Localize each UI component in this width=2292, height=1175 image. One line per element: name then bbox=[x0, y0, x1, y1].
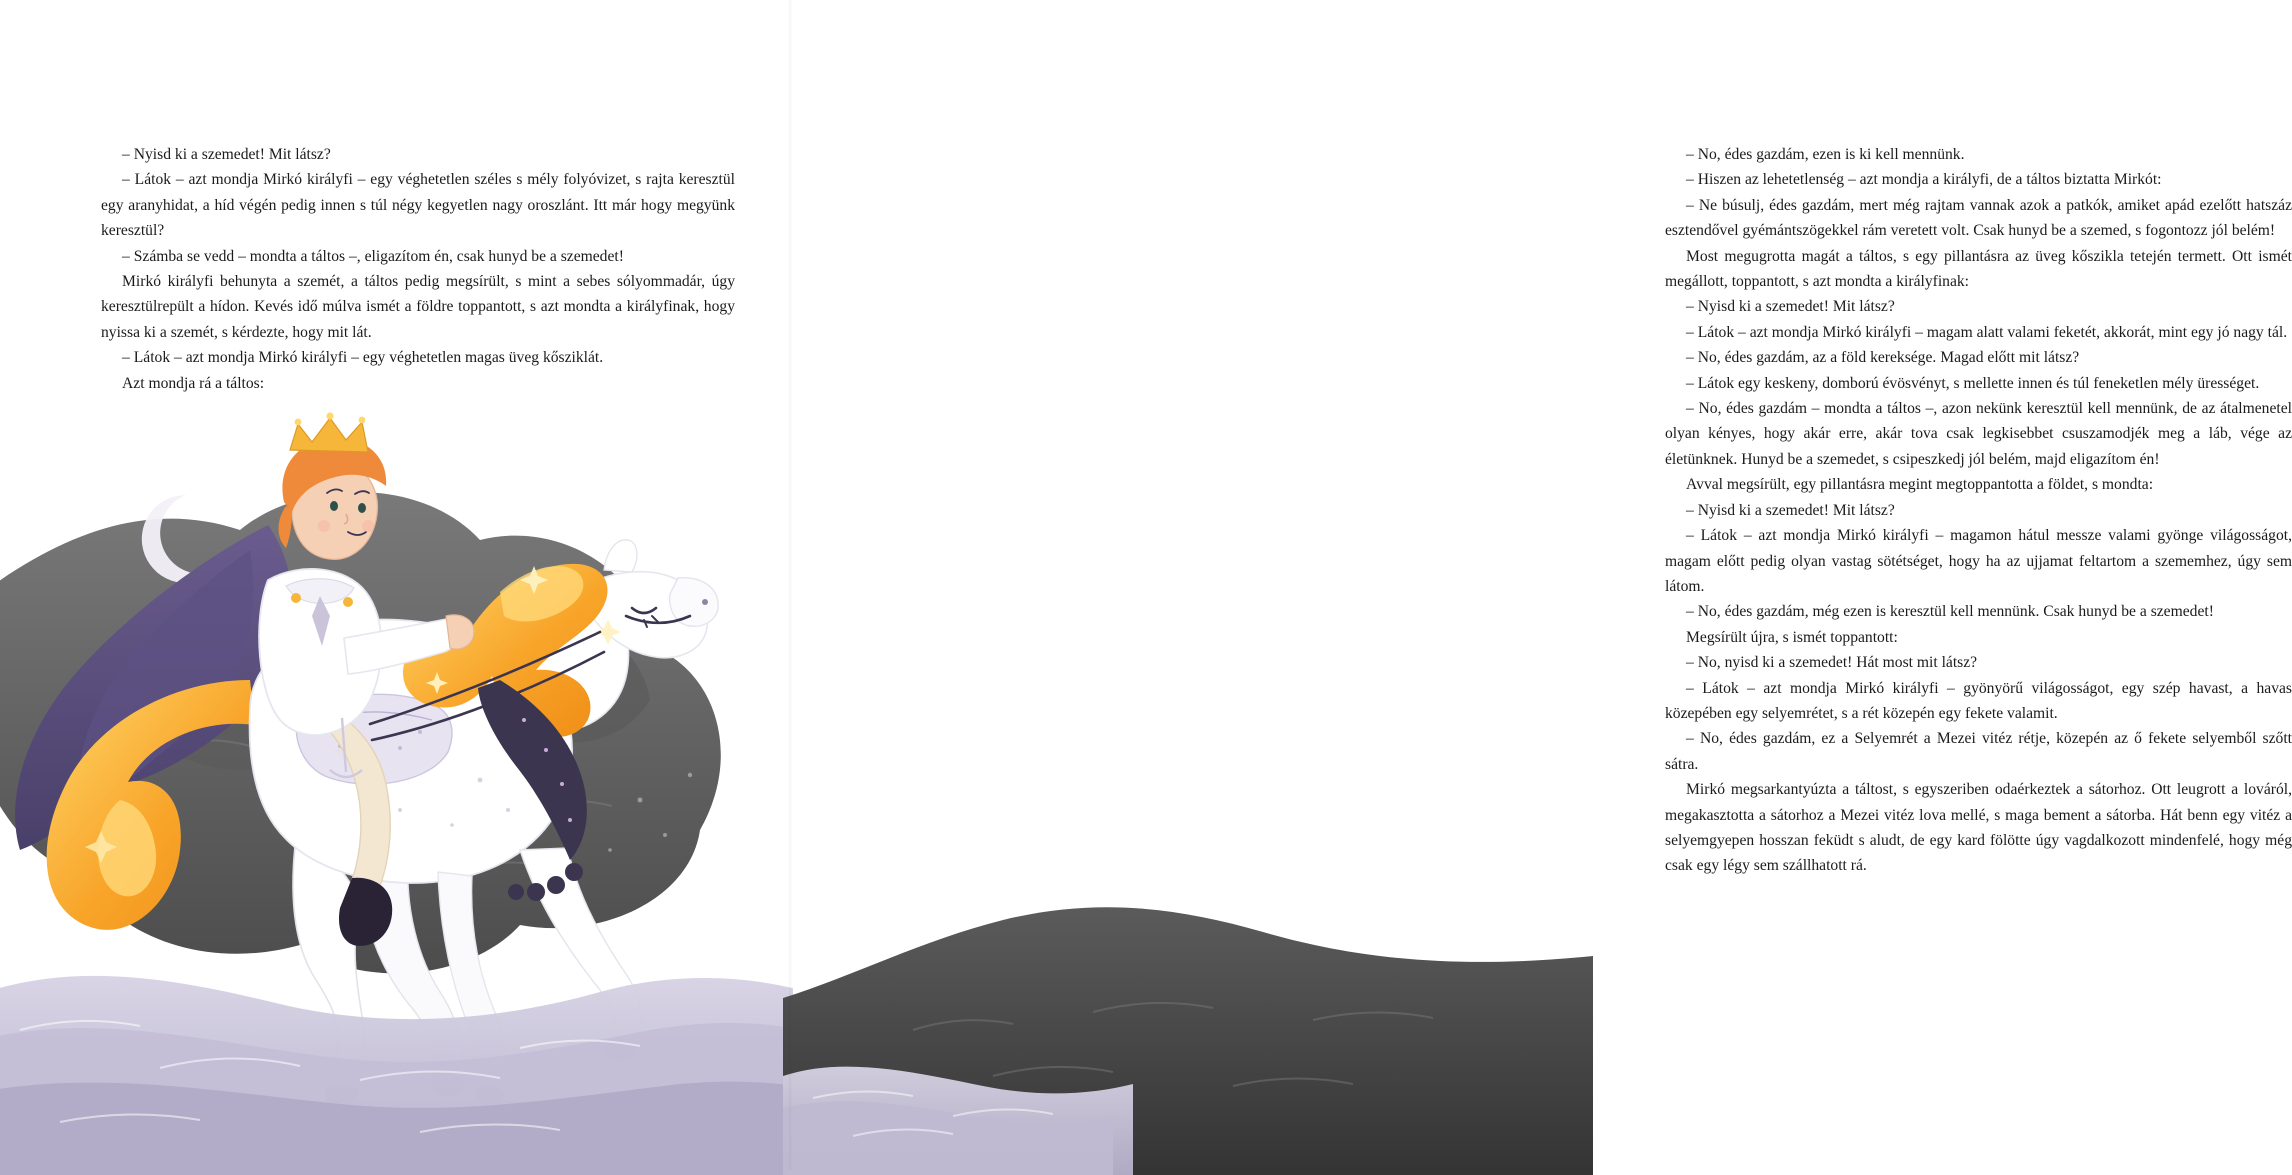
paragraph: – Látok – azt mondja Mirkó királyfi – magamon hátul messze valami gyönge világosságot, magam előtt pedig olyan vastag sötétséget, hogy ha az ujjamat feltartom a szememhez, úgy sem látom. bbox=[1665, 527, 2292, 595]
illustration-prince-on-horse bbox=[0, 380, 793, 1170]
paragraph: – Nyisd ki a szemedet! Mit látsz? bbox=[122, 146, 331, 163]
paragraph: – No, édes gazdám, még ezen is keresztül kell mennünk. Csak hunyd be a szemedet! bbox=[1686, 603, 2214, 621]
paragraph: – Látok – azt mondja Mirkó királyfi – magam alatt valami feketét, akkorát, mint egy jó nagy tál. bbox=[1686, 323, 2288, 341]
dark-hill-svg bbox=[793, 880, 1586, 1170]
paragraph: Megsírült újra, s ismét toppantott: bbox=[1686, 628, 1898, 646]
paragraph: – No, édes gazdám, az a föld kereksége. Magad előtt mit látsz? bbox=[1686, 349, 2080, 367]
paragraph: – Hiszen az lehetetlenség – azt mondja a királyfi, de a táltos biztatta Mirkót: bbox=[1686, 171, 2162, 189]
paragraph: – Ne búsulj, édes gazdám, mert még rajtam vannak azok a patkók, amiket apád ezelőtt hatszáz esztendővel gyémántszögekkel rám veretett volt. Csak hunyd be a szemed, s fogontozz jól belém! bbox=[1665, 196, 2292, 240]
paragraph: Mirkó királyfi behunyta a szemét, a táltos pedig megsírült, s mint a sebes sólyommadár, úgy keresztülrepült a hídon. Kevés idő múlva ismét a földre toppantott, s azt mondta a királyfinak, hogy nyissa ki a szemét, s kérdezte, hogy mit lát. bbox=[101, 273, 735, 341]
illustration-dark-hill bbox=[793, 880, 1586, 1170]
paragraph: – No, édes gazdám, ezen is ki kell mennünk. bbox=[1686, 146, 1965, 163]
paragraph: – No, édes gazdám, ez a Selyemrét a Mezei vitéz rétje, közepén az ő fekete selyemből szőtt sátra. bbox=[1665, 730, 2292, 773]
paragraph: Avval megsírült, egy pillantásra megint megtoppantotta a földet, s mondta: bbox=[1686, 476, 2154, 494]
paragraph: Most megugrotta magát a táltos, s egy pillantásra az üveg kőszikla tetején termett. Ott ismét megállott, toppantott, s azt mondta a királyfinak: bbox=[1665, 247, 2292, 291]
paragraph: – No, édes gazdám – mondta a táltos –, azon nekünk keresztül kell mennünk, de az átalmenetel olyan kényes, hogy akár erre, akár tova csak legkisebbet csuszamodjék meg a láb, vége az életünknek. Hunyd be a szemedet, s csipeszkedj jól belém, majd eligazítom én! bbox=[1665, 400, 2292, 468]
left-page bbox=[0, 0, 793, 1170]
paragraph: – Látok – azt mondja Mirkó királyfi – egy véghetetlen magas üveg kősziklát. bbox=[122, 349, 604, 367]
paragraph: – Látok – azt mondja Mirkó királyfi – egy véghetetlen széles s mély folyóvizet, s rajta keresztül egy aranyhidat, a híd végén pedig innen s túl négy kegyetlen nagy oroszlánt. Itt már hogy megyünk keresztül? bbox=[101, 171, 735, 240]
right-page-text bbox=[1665, 142, 2292, 879]
left-page-text bbox=[101, 142, 735, 396]
paragraph: – Nyisd ki a szemedet! Mit látsz? bbox=[1686, 501, 1895, 519]
paragraph: – Látok – azt mondja Mirkó királyfi – gyönyörű világosságot, egy szép havast, a havas közepében egy selyemrétet, s a rét közepén egy fekete valamit. bbox=[1665, 679, 2292, 722]
paragraph: Mirkó megsarkantyúzta a táltost, s egyszeriben odaérkeztek a sátorhoz. Ott leugrott a lováról, megakasztotta a sátorhoz a Mezei vitéz lova mellé, s maga bement a sátorba. Hát benn egy vitéz a selyemgyepen hosszan feküdt s aludt, de egy kard fölötte úgy vagdalkozott mindenfelé, hogy még csak egy légy sem szállhatott rá. bbox=[1665, 781, 2292, 875]
illustration-svg bbox=[0, 380, 793, 1170]
paragraph: – Nyisd ki a szemedet! Mit látsz? bbox=[1686, 298, 1895, 316]
paragraph: – Látok egy keskeny, domború évösvényt, s mellette innen és túl feneketlen mély ürességet. bbox=[1686, 374, 2260, 392]
paragraph: – Számba se vedd – mondta a táltos –, eligazítom én, csak hunyd be a szemedet! bbox=[122, 247, 624, 265]
paragraph: – No, nyisd ki a szemedet! Hát most mit látsz? bbox=[1686, 654, 1978, 672]
paragraph: Azt mondja rá a táltos: bbox=[122, 374, 265, 392]
